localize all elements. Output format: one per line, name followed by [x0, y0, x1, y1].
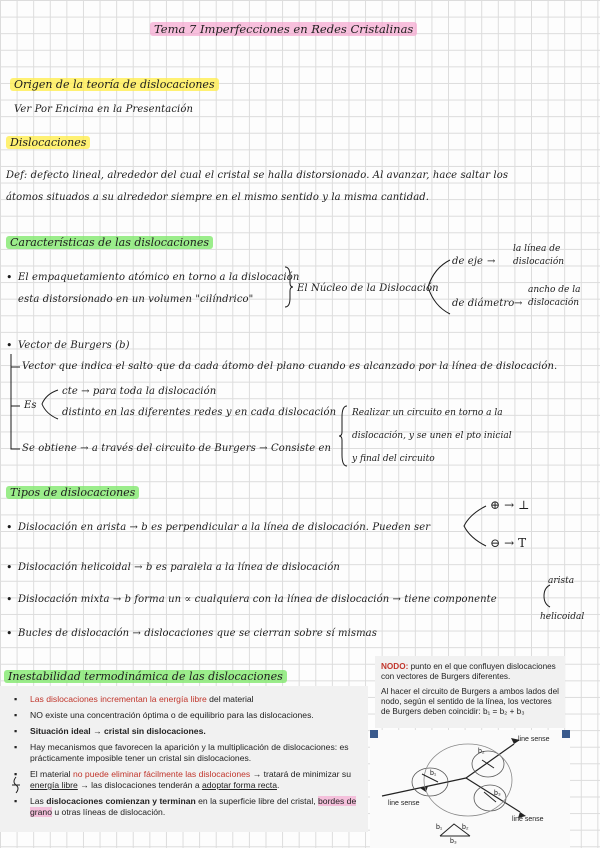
helicoidal-line: Dislocación helicoidal → b es paralela a la línea de dislocación	[18, 562, 340, 573]
brace-icon	[284, 266, 294, 308]
helicoidal-label: helicoidal	[540, 612, 585, 622]
caract-line-1: El empaquetamiento atómico en torno a la dislocación	[18, 272, 300, 283]
triangle-b1-label: b₁	[436, 824, 443, 831]
b3-label: b₃	[494, 790, 501, 797]
se-obtiene-line: Se obtiene → a través del circuito de Burgers → Consiste en	[22, 443, 332, 454]
nodo-box: NODO: punto en el que confluyen dislocaciones con vectores de Burgers diferentes. Al hacer el circuito de Burgers a ambos lados del nodo, según el sentido de la línea, los vectores de Burgers deben coincidir: b₁ = b₂ + b₃	[375, 656, 565, 728]
bullet-dot: •	[6, 593, 13, 606]
brace-icon	[338, 405, 348, 467]
list-item: ▪ Las dislocaciones incrementan la energía libre del material	[30, 694, 360, 705]
ancho-label-1: ancho de la	[528, 285, 581, 295]
triangle-b3-label: b₃	[450, 838, 457, 845]
corner-mark	[562, 730, 570, 738]
def-line-2: átomos situados a su alrededor siempre en el mismo sentido y la misma cantidad.	[6, 192, 430, 203]
ancho-label-2: dislocación	[528, 298, 580, 308]
branch-icon	[40, 388, 60, 422]
page-title: Tema 7 Imperfecciones en Redes Cristalinas	[150, 22, 417, 36]
burgers-heading: Vector de Burgers (b)	[18, 340, 130, 351]
def-line-1: Def: defecto lineal, alrededor del cual el cristal se halla distorsionado. Al avanzar, hace saltar los	[6, 170, 509, 181]
brace-icon	[540, 584, 552, 608]
line-sense-label: line sense	[388, 800, 420, 807]
line-sense-label: line sense	[518, 736, 550, 743]
realizar-line-2: dislocación, y se unen el pto inicial	[352, 431, 512, 441]
list-item: ▪ Situación ideal → cristal sin dislocaciones.	[30, 726, 360, 737]
heading-caracteristicas: Características de las dislocaciones	[6, 236, 213, 249]
distinto-line: distinto en las diferentes redes y en cada dislocación	[62, 407, 337, 418]
hand-mark-icon	[10, 776, 22, 794]
triangle-b2-label: b₂	[462, 824, 469, 831]
cte-line: cte → para toda la dislocación	[62, 386, 217, 397]
list-item: ▪ Hay mecanismos que favorecen la aparición y la multiplicación de dislocaciones: es prácticamente imposible tener un cristal sin dislocaciones.	[30, 742, 360, 764]
es-label: Es	[24, 400, 37, 411]
arista-line: Dislocación en arista → b es perpendicular a la línea de dislocación. Pueden ser	[18, 522, 431, 533]
heading-origen: Origen de la teoría de dislocaciones	[10, 78, 219, 91]
vector-line: Vector que indica el salto que da cada átomo del plano cuando es alcanzado por la línea de dislocación.	[22, 361, 558, 372]
node-diagram	[370, 730, 570, 848]
arrow-icon: →	[514, 298, 523, 309]
mixta-line: Dislocación mixta → b forma un ∝ cualquiera con la línea de dislocación → tiene componente	[18, 594, 497, 605]
list-item: ▪ NO existe una concentración óptima o de equilibrio para las dislocaciones.	[30, 710, 360, 721]
heading-inestabilidad: Inestabilidad termodinámica de las dislocaciones	[4, 670, 287, 683]
b2-label: b₂	[478, 748, 485, 755]
corner-mark	[370, 730, 378, 738]
linea-label-2: dislocación	[513, 257, 565, 267]
bullet-dot: •	[6, 271, 13, 284]
list-item: ▪ Las dislocaciones comienzan y terminan en la superficie libre del cristal, bordes de grano u otras líneas de dislocación.	[30, 796, 360, 818]
arista-label: arista	[548, 576, 575, 586]
heading-dislocaciones: Dislocaciones	[6, 136, 90, 149]
bullet-dot: •	[6, 339, 13, 352]
line-sense-label: line sense	[512, 816, 544, 823]
bullet-dot: •	[6, 521, 13, 534]
realizar-line-3: y final del circuito	[352, 454, 435, 464]
branch-icon	[462, 504, 488, 548]
bullet-dot: •	[6, 561, 13, 574]
list-item: ▪ El material no puede eliminar fácilmente las dislocaciones → tratará de minimizar su energía libre → las dislocaciones tenderán a adoptar forma recta.	[30, 769, 360, 791]
de-diametro-label: de diámetro	[452, 298, 515, 309]
printed-notes-box	[0, 686, 368, 832]
nucleo-label: El Núcleo de la Dislocación	[297, 283, 439, 294]
de-eje-label: de eje	[452, 256, 484, 267]
bucles-line: Bucles de dislocación → dislocaciones que se cierran sobre sí mismas	[18, 628, 377, 639]
arrow-icon: →	[487, 256, 496, 267]
heading-tipos: Tipos de dislocaciones	[6, 486, 139, 499]
linea-label-1: la línea de	[513, 244, 561, 254]
positive-edge-symbol: ⊕ → ⊥	[490, 498, 530, 512]
negative-edge-symbol: ⊖ → T	[490, 536, 527, 550]
caract-line-2: esta distorsionado en un volumen "cilíndrico"	[18, 294, 254, 305]
realizar-line-1: Realizar un circuito en torno a la	[352, 408, 503, 418]
origen-line: Ver Por Encima en la Presentación	[14, 104, 193, 115]
branch-icon	[426, 258, 452, 316]
b1-label: b₁	[430, 770, 437, 777]
bullet-dot: •	[6, 627, 13, 640]
